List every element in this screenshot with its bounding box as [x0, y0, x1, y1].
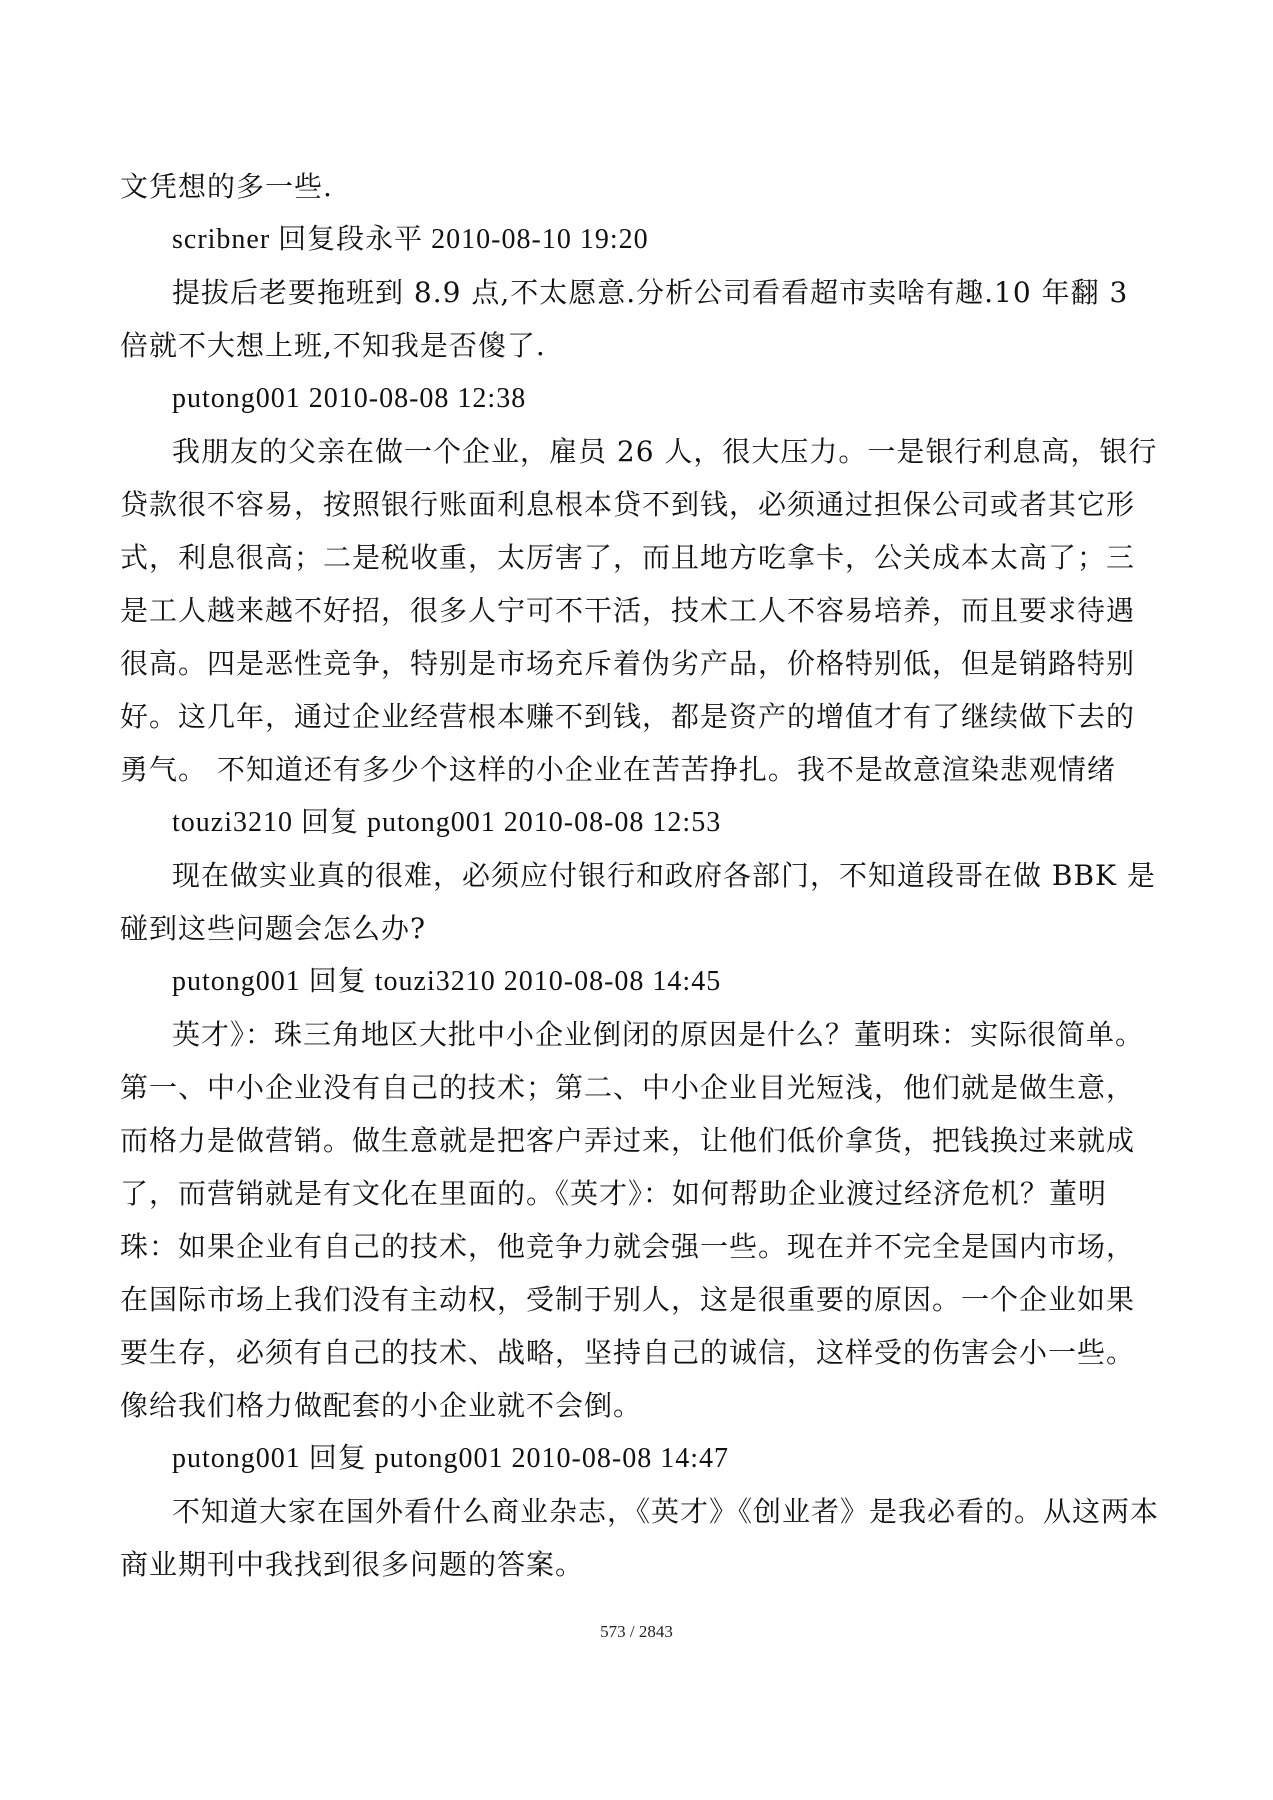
post-header: putong001 2010-08-08 12:38 [172, 383, 527, 414]
post-header: scribner 回复段永平 2010-08-10 19:20 [172, 224, 649, 255]
post-header: putong001 回复 putong001 2010-08-08 14:47 [172, 1443, 729, 1474]
document-body [120, 160, 1160, 1591]
post-body: 现在做实业真的很难，必须应付银行和政府各部门，不知道段哥在做 BBK 是碰到这些问题会怎么办? [120, 859, 1156, 945]
post-body: 提拔后老要拖班到 8.9 点,不太愿意.分析公司看看超市卖啥有趣.10 年翻 3 倍就不大想上班,不知我是否傻了. [120, 276, 1129, 362]
page-number: 573 / 2843 [600, 1622, 673, 1641]
post-body: 英才》：珠三角地区大批中小企业倒闭的原因是什么？董明珠：实际很简单。第一、中小企业没有自己的技术；第二、中小企业目光短浅，他们就是做生意，而格力是做营销。做生意就是把客户弄过来，让他们低价拿货，把钱换过来就成了，而营销就是有文化在里面的。《英才》：如何帮助企业渡过经济危机？董明珠：如果企业有自己的技术，他竞争力就会强一些。现在并不完全是国内市场，在国际市场上我们没有主动权，受制于别人，这是很重要的原因。一个企业如果要生存，必须有自己的技术、战略，坚持自己的诚信，这样受的伤害会小一些。像给我们格力做配套的小企业就不会倒。 [120, 1018, 1145, 1422]
post-header: putong001 回复 touzi3210 2010-08-08 14:45 [172, 966, 722, 997]
post-body: 我朋友的父亲在做一个企业，雇员 26 人，很大压力。一是银行利息高，银行贷款很不容易，按照银行账面利息根本贷不到钱，必须通过担保公司或者其它形式，利息很高；二是税收重，太厉害了，而且地方吃拿卡，公关成本太高了；三是工人越来越不好招，很多人宁可不干活，技术工人不容易培养，而且要求待遇很高。四是恶性竞争，特别是市场充斥着伪劣产品，价格特别低，但是销路特别好。这几年，通过企业经营根本赚不到钱，都是资产的增值才有了继续做下去的勇气。 不知道还有多少个这样的小企业在苦苦挣扎。我不是故意渲染悲观情绪 [120, 435, 1158, 786]
post-header: touzi3210 回复 putong001 2010-08-08 12:53 [172, 807, 722, 838]
post-body: 不知道大家在国外看什么商业杂志，《英才》《创业者》是我必看的。从这两本商业期刊中我找到很多问题的答案。 [120, 1495, 1160, 1581]
continuation-text: 文凭想的多一些. [120, 170, 333, 203]
